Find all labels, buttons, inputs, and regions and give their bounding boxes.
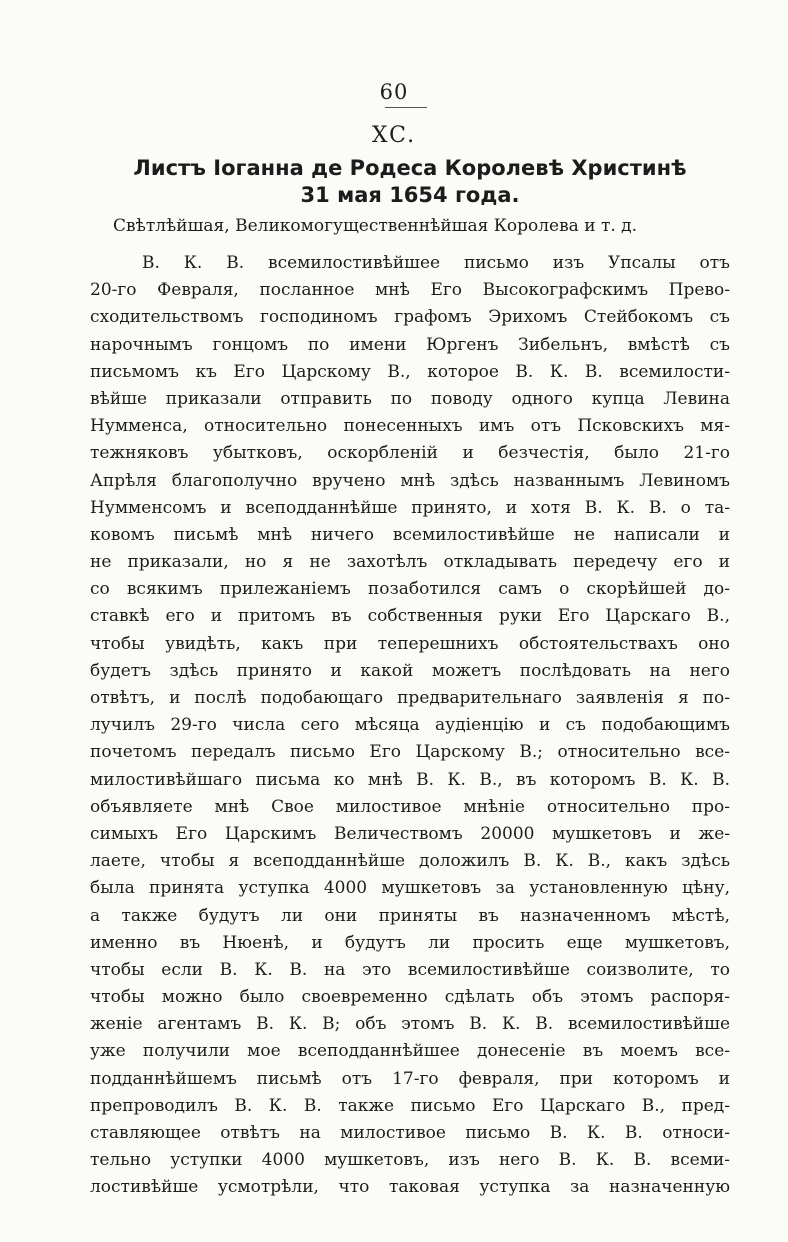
body-line: со всякимъ прилежаніемъ позаботился самъ о скорѣйшей до- (90, 579, 730, 600)
title-line-1: Листъ Іоганна де Родеса Королевѣ Христинѣ (133, 156, 687, 180)
body-line: ставляющее отвѣтъ на милостивое письмо В. К. В. относи- (90, 1123, 730, 1143)
letter-body (90, 250, 730, 1202)
body-line: отвѣтъ, и послѣ подобающаго предварительнаго заявленія я по- (90, 688, 730, 708)
body-line: В. К. В. всемилостивѣйшее письмо изъ Упсалы отъ (142, 253, 730, 273)
page-number: 60 (379, 80, 409, 104)
body-line: Нумменсомъ и всеподданнѣйше принято, и хотя В. К. В. о та- (90, 497, 730, 518)
body-line: препроводилъ В. К. В. также письмо Его Царскаго В., пред- (90, 1095, 730, 1116)
body-line: 20-го Февраля, посланное мнѣ Его Высокографскимъ Прево- (90, 280, 730, 301)
body-line: лучилъ 29-го числа сего мѣсяца аудіенцію и съ подобающимъ (90, 715, 730, 736)
body-line: ковомъ письмѣ мнѣ ничего всемилостивѣйше не написали и (90, 524, 730, 545)
body-line: именно въ Нюенѣ, и будутъ ли просить еще мушкетовъ, (90, 932, 730, 953)
body-line: тежняковъ убытковъ, оскорбленій и безчестія, было 21-го (90, 443, 730, 464)
document-title (100, 155, 720, 209)
body-line: письмомъ къ Его Царскому В., которое В. К. В. всемилости- (90, 361, 730, 382)
body-line: милостивѣйшаго письма ко мнѣ В. К. В., въ которомъ В. К. В. (90, 769, 730, 790)
salutation: Свѣтлѣйшая, Великомогущественнѣйшая Королева и т. д. (113, 216, 638, 236)
section-number: XC. (371, 123, 417, 148)
body-line: объявляете мнѣ Свое милостивое мнѣніе относительно про- (90, 796, 730, 817)
page-number-rule (385, 107, 427, 108)
body-line: симыхъ Его Царскимъ Величествомъ 20000 мушкетовъ и же- (90, 823, 730, 844)
body-line: лостивѣйше усмотрѣли, что таковая уступка за назначенную (90, 1177, 730, 1198)
body-line: Апрѣля благополучно вручено мнѣ здѣсь названнымъ Левиномъ (90, 470, 730, 491)
title-line-2: 31 мая 1654 года. (300, 183, 520, 207)
body-line: чтобы если В. К. В. на это всемилостивѣйше соизволите, то (90, 959, 730, 980)
body-line: не приказали, но я не захотѣлъ откладывать передечу его и (90, 552, 730, 573)
body-line: чтобы увидѣть, какъ при теперешнихъ обстоятельствахъ оно (90, 633, 730, 654)
body-line: сходительствомъ господиномъ графомъ Эрихомъ Стейбокомъ съ (90, 307, 730, 328)
body-line: подданнѣйшемъ письмѣ отъ 17-го февраля, при которомъ и (90, 1068, 730, 1089)
body-line: а также будутъ ли они приняты въ назначенномъ мѣстѣ, (90, 905, 730, 926)
body-line: будетъ здѣсь принято и какой можетъ послѣдовать на него (90, 660, 730, 681)
body-line: тельно уступки 4000 мушкетовъ, изъ него В. К. В. всеми- (90, 1150, 730, 1171)
body-line: чтобы можно было своевременно сдѣлать объ этомъ распоря- (90, 987, 730, 1008)
body-line: лаете, чтобы я всеподданнѣйше доложилъ В. К. В., какъ здѣсь (90, 851, 730, 872)
body-line: нарочнымъ гонцомъ по имени Юргенъ Зибельнъ, вмѣстѣ съ (90, 334, 730, 355)
body-line: вѣйше приказали отправить по поводу одного купца Левина (90, 388, 730, 409)
body-line: женіе агентамъ В. К. В; объ этомъ В. К. В. всемилостивѣйше (90, 1014, 730, 1035)
body-line: ставкѣ его и притомъ въ собственныя руки Его Царскаго В., (90, 606, 730, 627)
body-line: была принята уступка 4000 мушкетовъ за установленную цѣну, (90, 878, 730, 899)
body-line: почетомъ передалъ письмо Его Царскому В.; относительно все- (90, 742, 730, 763)
body-line: уже получили мое всеподданнѣйшее донесеніе въ моемъ все- (90, 1041, 730, 1062)
body-line: Нумменса, относительно понесенныхъ имъ отъ Псковскихъ мя- (90, 416, 730, 437)
